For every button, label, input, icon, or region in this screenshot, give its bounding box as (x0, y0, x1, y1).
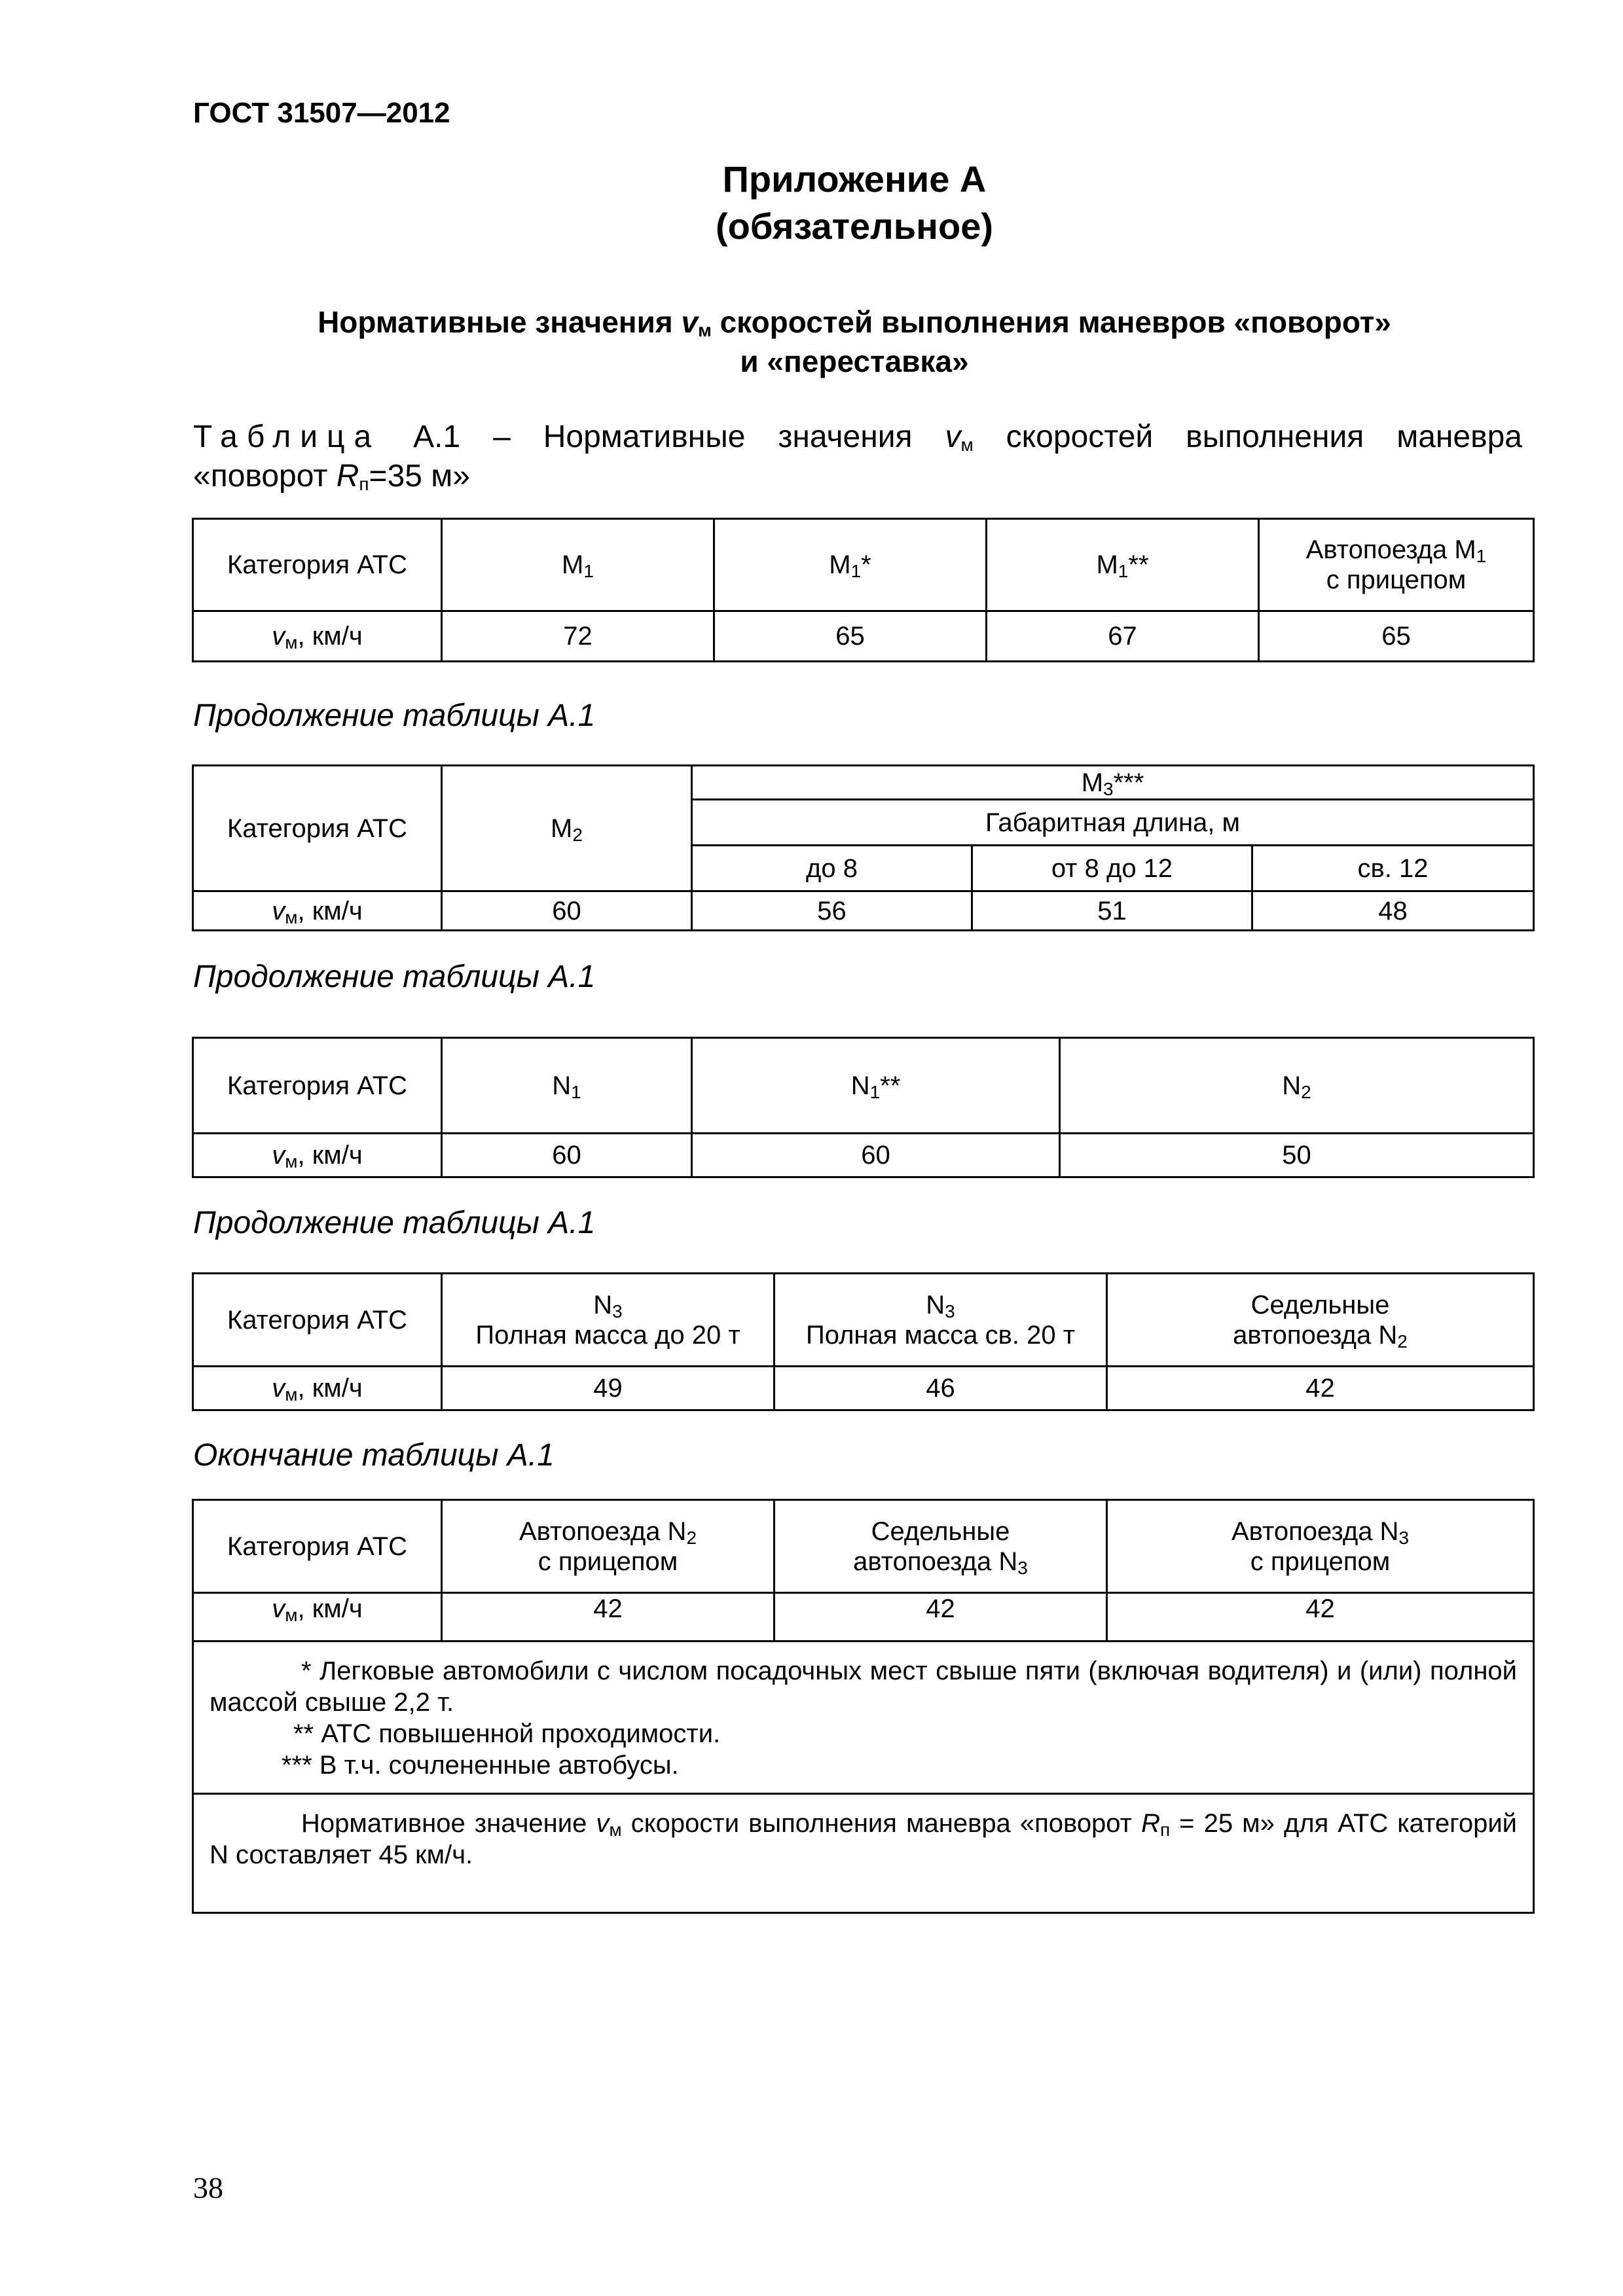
heading-text: Нормативные значения (318, 305, 682, 339)
value-cell: 67 (987, 611, 1259, 662)
caption-line2: «поворот (193, 459, 337, 493)
page-number: 38 (193, 2171, 223, 2204)
header-m3: $М_3***$ (692, 766, 1534, 800)
category-header: Категория АТС (193, 1038, 442, 1134)
header-trailer-n3: Автопоезда $N_3$ с прицепом (1107, 1500, 1534, 1593)
caption-R: R (336, 459, 359, 493)
value-cell: 50 (1060, 1134, 1534, 1177)
header-n1: $N_1$ (442, 1038, 692, 1134)
value-cell: 65 (1259, 611, 1534, 662)
caption-label: Таблица (193, 420, 381, 454)
speed-label: $v_м$, км/ч (193, 1134, 442, 1177)
footnote-2: ** АТС повышенной проходимости. (293, 1719, 721, 1748)
header-tractor-n3: Седельные автопоезда $N_3$ (775, 1500, 1107, 1593)
header-n3-over20: $N_3$ Полная масса св. 20 т (775, 1274, 1107, 1367)
value-cell: 60 (692, 1134, 1060, 1177)
speed-label: $v_м$, км/ч (193, 1593, 442, 1641)
value-cell: 42 (442, 1593, 775, 1641)
value-cell: 42 (775, 1593, 1107, 1641)
length-cell: от 8 до 12 (972, 846, 1252, 891)
value-cell: 51 (972, 891, 1252, 931)
table-a1-part5 (192, 1499, 1535, 1914)
section-heading (0, 302, 1623, 381)
header-tractor-n2: Седельные автопоезда $N_2$ (1107, 1274, 1534, 1367)
category-header: Категория АТС (193, 519, 442, 611)
header-m1: $М_1$ (442, 519, 714, 611)
caption-v-sub: м (960, 435, 974, 455)
continuation-label: Продолжение таблицы А.1 (193, 1206, 596, 1240)
header-m1-2star: $М_1**$ (987, 519, 1259, 611)
value-cell: 46 (775, 1367, 1107, 1410)
table-a1-part4 (192, 1272, 1535, 1411)
caption-text-2: скоростей выполнения маневра (973, 420, 1523, 454)
header-n2: $N_2$ (1060, 1038, 1534, 1134)
speed-label: $v_м$, км/ч (193, 891, 442, 931)
appendix-title-line: Приложение А (722, 158, 987, 200)
appendix-subtitle: (обязательное) (715, 206, 994, 247)
length-cell: св. 12 (1252, 846, 1534, 891)
header-m2: $М_2$ (442, 766, 692, 891)
header-length: Габаритная длина, м (692, 800, 1534, 846)
header-trailer-n2: Автопоезда $N_2$ с прицепом (442, 1500, 775, 1593)
value-cell: 48 (1252, 891, 1534, 931)
category-header: Категория АТС (193, 1500, 442, 1593)
caption-line2-end: =35 м» (369, 459, 470, 493)
value-cell: 72 (442, 611, 714, 662)
footnotes (193, 1641, 1534, 1794)
standard-header: ГОСТ 31507—2012 (193, 97, 450, 129)
appendix-title (0, 156, 1623, 250)
caption-v: v (945, 420, 961, 454)
table-a1-part3 (192, 1037, 1535, 1178)
heading-line2: и «переставка» (740, 344, 969, 378)
heading-v-sub: м (698, 320, 712, 340)
header-n1-2star: $N_1**$ (692, 1038, 1060, 1134)
value-cell: 60 (442, 1134, 692, 1177)
length-cell: до 8 (692, 846, 972, 891)
continuation-label: Продолжение таблицы А.1 (193, 698, 596, 733)
final-note: Нормативное значение $v_м$ скорости выполнения маневра «поворот $R_п = 25$ м» для АТС категорий N составляет 45 км/ч. (193, 1794, 1534, 1913)
value-cell: 42 (1107, 1367, 1534, 1410)
value-cell: 65 (714, 611, 987, 662)
ending-label: Окончание таблицы А.1 (193, 1438, 555, 1473)
heading-text-2: скоростей выполнения маневров «поворот» (711, 305, 1391, 339)
speed-label: $v_м$, км/ч (193, 611, 442, 662)
continuation-label: Продолжение таблицы А.1 (193, 960, 596, 994)
table-a1-part2 (192, 764, 1535, 931)
value-cell: 56 (692, 891, 972, 931)
footnote-3: *** В т.ч. сочлененные автобусы. (282, 1751, 679, 1780)
header-trailer-m1: Автопоезда $М_1$ с прицепом (1259, 519, 1534, 611)
value-cell: 60 (442, 891, 692, 931)
header-m1-star: $М_1*$ (714, 519, 987, 611)
caption-text: А.1 – Нормативные значения (380, 420, 945, 454)
table-a1-part1 (192, 518, 1535, 662)
category-header: Категория АТС (193, 766, 442, 891)
footnote-1: * Легковые автомобили с числом посадочных мест свыше пяти (включая водителя) и (или) полной массой свыше 2,2 т. (210, 1657, 1517, 1717)
value-cell: 42 (1107, 1593, 1534, 1641)
category-header: Категория АТС (193, 1274, 442, 1367)
value-cell: 49 (442, 1367, 775, 1410)
heading-v: v (681, 305, 699, 339)
header-n3-upto20: $N_3$ Полная масса до 20 т (442, 1274, 775, 1367)
table-caption (193, 418, 1522, 496)
speed-label: $v_м$, км/ч (193, 1367, 442, 1410)
caption-R-sub: п (359, 474, 369, 494)
